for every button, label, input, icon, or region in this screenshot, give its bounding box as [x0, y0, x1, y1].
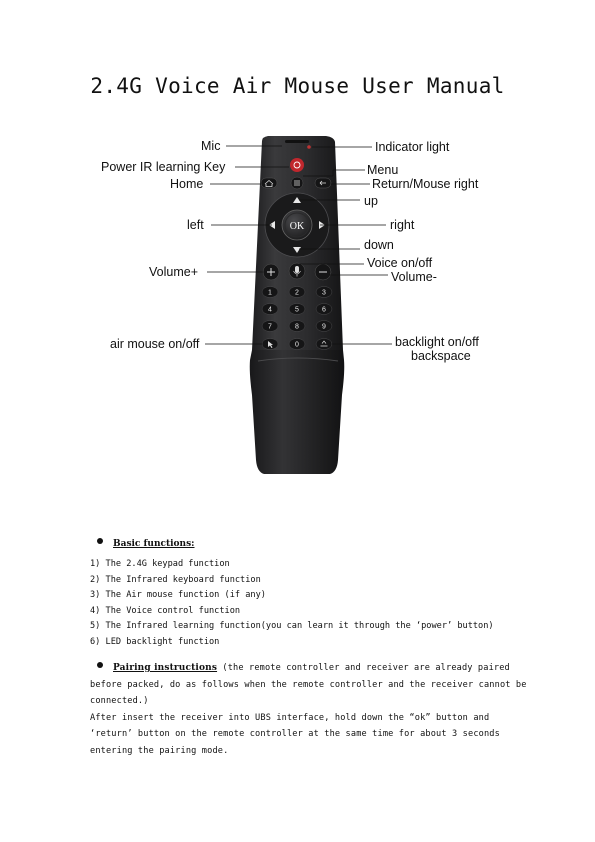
list-item: 5) The Infrared learning function(you can learn it through the ‘power’ button)	[90, 621, 494, 631]
basic-functions-list	[90, 557, 510, 650]
basic-functions-heading-row	[97, 538, 510, 549]
pairing-line: ‘return’ button on the remote controller at the same time for about 3 seconds	[90, 729, 500, 739]
ok-button[interactable]	[282, 210, 312, 240]
number-key[interactable]	[289, 321, 305, 332]
number-key[interactable]	[262, 287, 278, 298]
air-mouse-button[interactable]	[262, 339, 278, 350]
list-item: 4) The Voice control function	[90, 605, 241, 616]
pairing-heading: Pairing instructions	[113, 663, 218, 673]
mic-icon	[295, 266, 299, 273]
menu-button[interactable]	[291, 177, 303, 189]
number-key[interactable]	[289, 304, 305, 315]
pairing-line: entering the pairing mode.	[90, 745, 229, 756]
basic-functions-heading: Basic functions:	[113, 539, 195, 549]
number-key[interactable]	[289, 287, 305, 298]
voice-button[interactable]	[289, 263, 305, 279]
number-key-label: 5	[295, 306, 299, 314]
volume-up-button[interactable]	[263, 264, 279, 280]
pairing-line: After insert the receiver into UBS interface, hold down the “ok” button and	[90, 712, 490, 723]
label-return: Return/Mouse right	[372, 177, 479, 191]
volume-down-button[interactable]	[315, 264, 331, 280]
label-menu: Menu	[367, 163, 399, 177]
label-voice: Voice on/off	[367, 256, 433, 270]
bullet-icon	[97, 538, 103, 544]
label-right: right	[390, 218, 415, 232]
label-left: left	[187, 218, 204, 232]
pairing-intro: (the remote controller and receiver are already paired	[217, 663, 510, 673]
label-home: Home	[170, 177, 204, 191]
list-item: 1) The 2.4G keypad function	[90, 559, 230, 569]
number-key-label: 4	[268, 306, 272, 314]
label-backlight: backlight on/off	[395, 335, 479, 349]
list-item: 6) LED backlight function	[90, 636, 220, 647]
label-volume-minus: Volume-	[391, 270, 437, 284]
number-key-label: 2	[295, 289, 299, 297]
pairing-line: connected.)	[90, 696, 149, 706]
home-button[interactable]	[261, 178, 277, 188]
number-key-label: 8	[295, 323, 299, 331]
label-air-mouse: air mouse on/off	[110, 337, 200, 351]
number-key-label: 1	[268, 289, 272, 297]
power-button[interactable]	[290, 158, 304, 172]
bullet-icon	[97, 662, 103, 668]
pairing-section	[90, 660, 527, 759]
pairing-heading-row	[97, 660, 510, 677]
number-key[interactable]	[316, 304, 332, 315]
number-key-label: 7	[268, 323, 272, 331]
list-item: 2) The Infrared keyboard function	[90, 574, 261, 585]
basic-functions-section	[90, 538, 510, 650]
number-key-label: 6	[322, 306, 326, 314]
document-title: 2.4G Voice Air Mouse User Manual	[90, 74, 505, 98]
label-volume-plus: Volume+	[149, 265, 198, 279]
label-mic: Mic	[201, 139, 221, 153]
pairing-line: before packed, do as follows when the remote controller and the receiver cannot be	[90, 679, 527, 690]
indicator-light	[307, 145, 311, 149]
number-key-label: 9	[322, 323, 326, 331]
number-key[interactable]	[316, 287, 332, 298]
backlight-button[interactable]	[316, 339, 332, 350]
label-backspace: backspace	[411, 349, 471, 363]
label-power: Power IR learning Key	[101, 160, 226, 174]
label-indicator: Indicator light	[375, 140, 450, 154]
number-key[interactable]	[316, 321, 332, 332]
list-item: 3) The Air mouse function (if any)	[90, 590, 266, 600]
number-key-label: 0	[295, 341, 299, 349]
label-down: down	[364, 238, 394, 252]
return-button[interactable]	[315, 178, 331, 188]
number-key-label: 3	[322, 289, 326, 297]
number-key[interactable]	[262, 321, 278, 332]
label-up: up	[364, 194, 378, 208]
number-key[interactable]	[262, 304, 278, 315]
ok-label: OK	[289, 221, 305, 232]
number-key[interactable]	[289, 339, 305, 350]
